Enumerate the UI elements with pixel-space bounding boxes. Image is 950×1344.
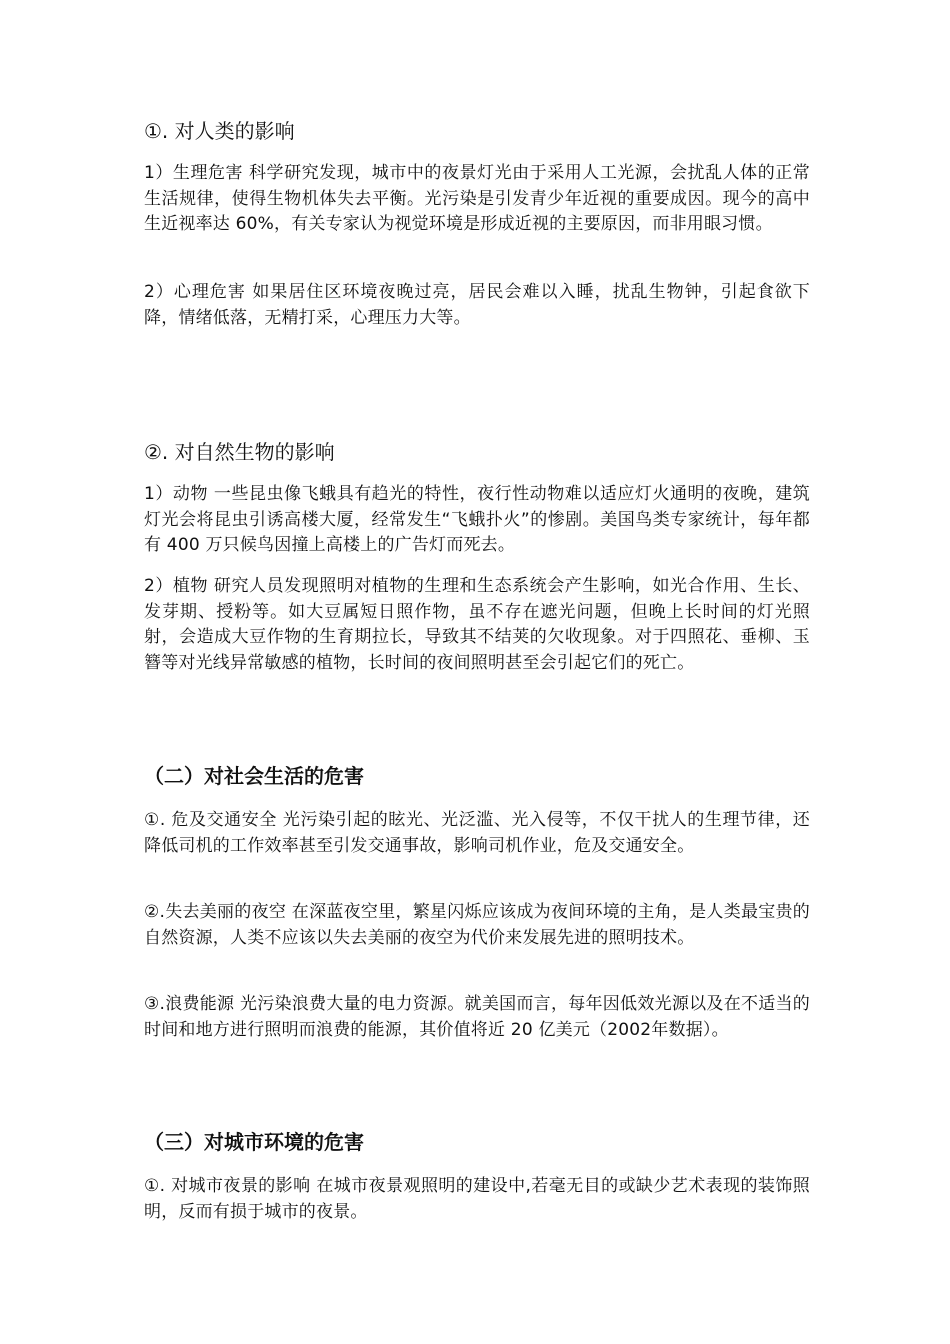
social-life-section-heading [144, 762, 810, 790]
urban-environment-section-heading [144, 1128, 810, 1156]
traffic-safety-paragraph [144, 808, 810, 859]
paragraph-text: ①. 对城市夜景的影响 在城市夜景观照明的建设中,若毫无目的或缺少艺术表现的装饰照明，反而有损于城市的夜景。 [144, 1176, 810, 1222]
city-nightscape-paragraph [144, 1174, 810, 1225]
paragraph-text: 1）动物 一些昆虫像飞蛾具有趋光的特性，夜行性动物难以适应灯火通明的夜晚，建筑灯光会将昆虫引诱高楼大厦，经常发生“飞蛾扑火”的惨剧。美国鸟类专家统计，每年都有 400 万只候鸟因撞上高楼上的广告灯而死去。 [144, 484, 810, 555]
psychological-harm-paragraph [144, 280, 810, 331]
paragraph-text: 2）植物 研究人员发现照明对植物的生理和生态系统会产生影响，如光合作用、生长、发芽期、授粉等。如大豆属短日照作物，虽不存在遮光问题，但晚上长时间的灯光照射，会造成大豆作物的生育期拉长，导致其不结荚的欠收现象。对于四照花、垂柳、玉簪等对光线异常敏感的植物，长时间的夜间照明甚至会引起它们的死亡。 [144, 576, 810, 673]
sub-heading-text: ②. 对自然生物的影响 [144, 440, 335, 464]
sub-heading-text: ①. 对人类的影响 [144, 119, 295, 143]
paragraph-text: ②.失去美丽的夜空 在深蓝夜空里，繁星闪烁应该成为夜间环境的主角，是人类最宝贵的自然资源，人类不应该以失去美丽的夜空为代价来发展先进的照明技术。 [144, 902, 810, 948]
paragraph-text: ①. 危及交通安全 光污染引起的眩光、光泛滥、光入侵等，不仅干扰人的生理节律，还降低司机的工作效率甚至引发交通事故，影响司机作业，危及交通安全。 [144, 810, 810, 856]
physiological-harm-paragraph [144, 161, 810, 238]
paragraph-text: 2）心理危害 如果居住区环境夜晚过亮，居民会难以入睡，扰乱生物钟，引起食欲下降，情绪低落，无精打采，心理压力大等。 [144, 282, 810, 328]
energy-waste-paragraph [144, 992, 810, 1043]
section-heading-text: （三）对城市环境的危害 [144, 1130, 364, 1154]
paragraph-text: 1）生理危害 科学研究发现，城市中的夜景灯光由于采用人工光源，会扰乱人体的正常生活规律，使得生物机体失去平衡。光污染是引发青少年近视的重要成因。现今的高中生近视率达 60%，有关专家认为视觉环境是形成近视的主要原因，而非用眼习惯。 [144, 163, 810, 234]
night-sky-paragraph [144, 900, 810, 951]
paragraph-text: ③.浪费能源 光污染浪费大量的电力资源。就美国而言，每年因低效光源以及在不适当的时间和地方进行照明而浪费的能源，其价值将近 20 亿美元（2002年数据）。 [144, 994, 810, 1040]
nature-impact-heading [144, 438, 810, 466]
animals-paragraph [144, 482, 810, 559]
human-impact-heading [144, 117, 810, 145]
plants-paragraph [144, 574, 810, 676]
section-heading-text: （二）对社会生活的危害 [144, 764, 364, 788]
